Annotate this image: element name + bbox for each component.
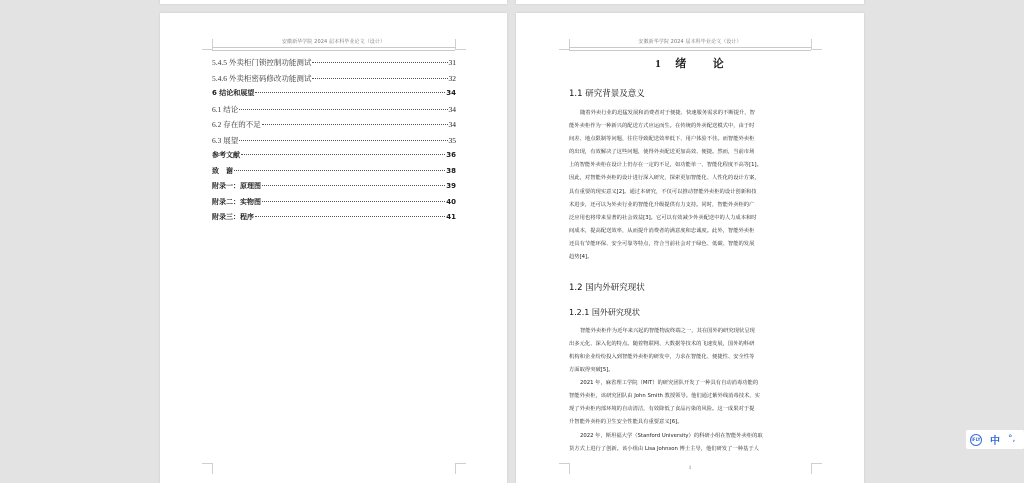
text-line: 趋势[4]。	[569, 254, 593, 261]
toc-entry[interactable]	[212, 55, 456, 71]
margin-corner-mark	[559, 39, 570, 50]
toc-leader-dots	[255, 92, 445, 93]
header-rule	[212, 47, 455, 51]
toc-entry-page: 31	[448, 58, 456, 67]
margin-corner-mark	[455, 463, 466, 474]
toc-leader-dots	[241, 154, 445, 155]
toc-leader-dots	[312, 78, 447, 79]
paragraph	[569, 377, 813, 429]
toc-leader-dots	[239, 140, 447, 141]
toc-entry-page: 36	[446, 151, 456, 159]
toc-entry[interactable]	[212, 164, 456, 180]
chapter-title-part: 论	[712, 58, 725, 70]
toc-entry-label: 5.4.5 外卖柜门锁控制功能测试	[212, 58, 312, 67]
toc-entry[interactable]	[212, 102, 456, 118]
header-rule	[569, 47, 811, 51]
toc-entry-label: 5.4.6 外卖柜密码修改功能测试	[212, 73, 312, 83]
toc-entry[interactable]	[212, 117, 456, 133]
margin-corner-mark	[202, 463, 213, 474]
toc-leader-dots	[262, 124, 448, 125]
toc-entry-page: 34	[446, 89, 456, 97]
page-number: 1	[688, 466, 692, 471]
text-line: 术进步，还可以为外卖行业的智能化升级提供有力支持。同时，智能外卖柜的广	[569, 201, 755, 208]
toc-entry-label: 附录三：程序	[212, 213, 254, 221]
text-line: 上的智能外卖柜在设计上仍存在一定的不足，如功能单一、智能化程度不高等[1]。	[569, 162, 762, 169]
paragraph	[569, 325, 813, 377]
text-line: 具有重要的现实意义[2]。通过本研究，不仅可以推动智能外卖柜的设计创新和技	[569, 188, 757, 195]
toc-entry-label: 参考文献	[212, 151, 240, 159]
text-line: 出多元化、深入化的特点。随着物联网、大数据等技术的飞速发展，国外的科研	[569, 341, 755, 348]
page-chapter-1[interactable]	[516, 13, 864, 483]
ime-punctuation-toggle[interactable]: °,	[1008, 434, 1016, 444]
toc-entry[interactable]	[212, 195, 456, 211]
running-header: 安徽新华学院 2024 届本科毕业论文（设计）	[281, 39, 386, 45]
paragraph	[569, 430, 813, 456]
ime-language-toggle[interactable]: 中	[990, 436, 1000, 447]
ime-logo-icon[interactable]: iFLY	[970, 434, 982, 446]
text-line: 间成本，提高配送效率，从而提升消费者的满意度和忠诚度。此外，智能外卖柜	[569, 227, 755, 234]
text-line: 间差、地点限制等问题，往往导致配送效率低下、用户体验不佳。而智能外卖柜	[569, 136, 755, 143]
text-line: 现了外卖柜内部环境的自动清洁，有效降低了食品污染的风险。这一成果对于提	[569, 406, 755, 413]
margin-corner-mark	[455, 39, 466, 50]
toc-entry-page: 38	[446, 166, 456, 175]
text-line: 随着外卖行业的迅猛发展和消费者对于便捷、快速服务需求的不断提升，智	[580, 110, 755, 116]
toc-entry-page: 32	[448, 73, 456, 83]
text-line: 货方式上进行了创新。该小组由 Lisa Johnson 博士主导，他们研发了一种基于人	[569, 446, 759, 453]
subsection-heading: 1.2.1 国外研究现状	[569, 308, 640, 317]
toc-entry-label: 6.2 存在的不足	[212, 120, 261, 129]
paragraph	[569, 107, 813, 264]
text-line: 智能外卖柜，该研究团队由 John Smith 教授领导。他们通过紫外线消毒技术，实	[569, 393, 760, 400]
chapter-title	[516, 55, 864, 71]
toc-entry-page: 35	[448, 135, 456, 145]
toc-entry-label: 6.1 结论	[212, 104, 239, 114]
text-line: 因此，对智能外卖柜的设计进行深入研究，探索更加智能化、人性化的设计方案，	[569, 175, 760, 182]
toc-entry-label: 致 谢	[212, 166, 233, 175]
text-line: 智能外卖柜作为近年来兴起的智能物流终端之一，其在国外的研究现状呈现	[580, 328, 755, 334]
chapter-number: 1	[655, 58, 662, 70]
text-line: 还具有节能环保、安全可靠等特点，符合当前社会对于绿色、低碳、智能的发展	[569, 240, 755, 247]
ime-toolbar[interactable]	[966, 430, 1024, 449]
running-header: 安徽新华学院 2024 届本科毕业论文（设计）	[638, 39, 742, 45]
page-toc[interactable]	[160, 13, 507, 483]
toc-entry-label: 附录一：原理图	[212, 182, 261, 190]
margin-corner-mark	[811, 39, 822, 50]
text-line: 2022 年，斯坦福大学（Stanford University）的科研小组在智能外卖柜的取	[580, 433, 763, 439]
toc-entry[interactable]	[212, 71, 456, 87]
toc-entry-page: 34	[448, 104, 456, 114]
text-line: 的出现，有效解决了这些问题，使得外卖配送更加高效、便捷。然而，当前市场	[569, 149, 755, 156]
text-line: 机构和企业纷纷投入到智能外卖柜的研发中，力求在智能化、便捷性、安全性等	[569, 354, 755, 361]
toc-leader-dots	[255, 216, 445, 217]
toc-entry[interactable]	[212, 86, 456, 102]
toc-entry[interactable]	[212, 179, 456, 195]
toc-entry[interactable]	[212, 148, 456, 164]
toc-entry-page: 39	[446, 182, 456, 190]
toc-entry-page: 34	[448, 120, 456, 129]
previous-page-right	[516, 0, 864, 4]
previous-page-left	[160, 0, 507, 4]
toc-entry-page: 40	[446, 197, 456, 206]
text-line: 2021 年，麻省理工学院（MIT）的研究团队开发了一种具有自动消毒功能的	[580, 380, 759, 386]
text-line: 方面取得突破[5]。	[569, 367, 614, 374]
table-of-contents	[212, 55, 456, 226]
toc-entry[interactable]	[212, 133, 456, 149]
toc-entry-label: 6 结论和展望	[212, 89, 255, 97]
text-line: 能外卖柜作为一种新兴的配送方式应运而生。在传统的外卖配送模式中，由于时	[569, 123, 755, 130]
chapter-title-part: 绪	[675, 58, 688, 70]
text-line: 泛应用也将带来显著的社会效益[3]。它可以有效减少外卖配送中的人力成本和时	[569, 214, 757, 221]
section-heading: 1.2 国内外研究现状	[569, 283, 645, 293]
toc-leader-dots	[262, 201, 445, 202]
margin-corner-mark	[202, 39, 213, 50]
toc-entry-label: 附录二：实物图	[212, 197, 261, 206]
toc-entry[interactable]	[212, 210, 456, 226]
toc-entry-page: 41	[446, 213, 456, 221]
toc-leader-dots	[262, 185, 445, 186]
toc-leader-dots	[312, 62, 447, 63]
toc-leader-dots	[234, 170, 445, 171]
section-heading: 1.1 研究背景及意义	[569, 89, 645, 99]
text-line: 升智能外卖柜的卫生安全性能具有重要意义[6]。	[569, 419, 683, 426]
toc-entry-label: 6.3 展望	[212, 135, 239, 145]
toc-leader-dots	[239, 109, 447, 110]
